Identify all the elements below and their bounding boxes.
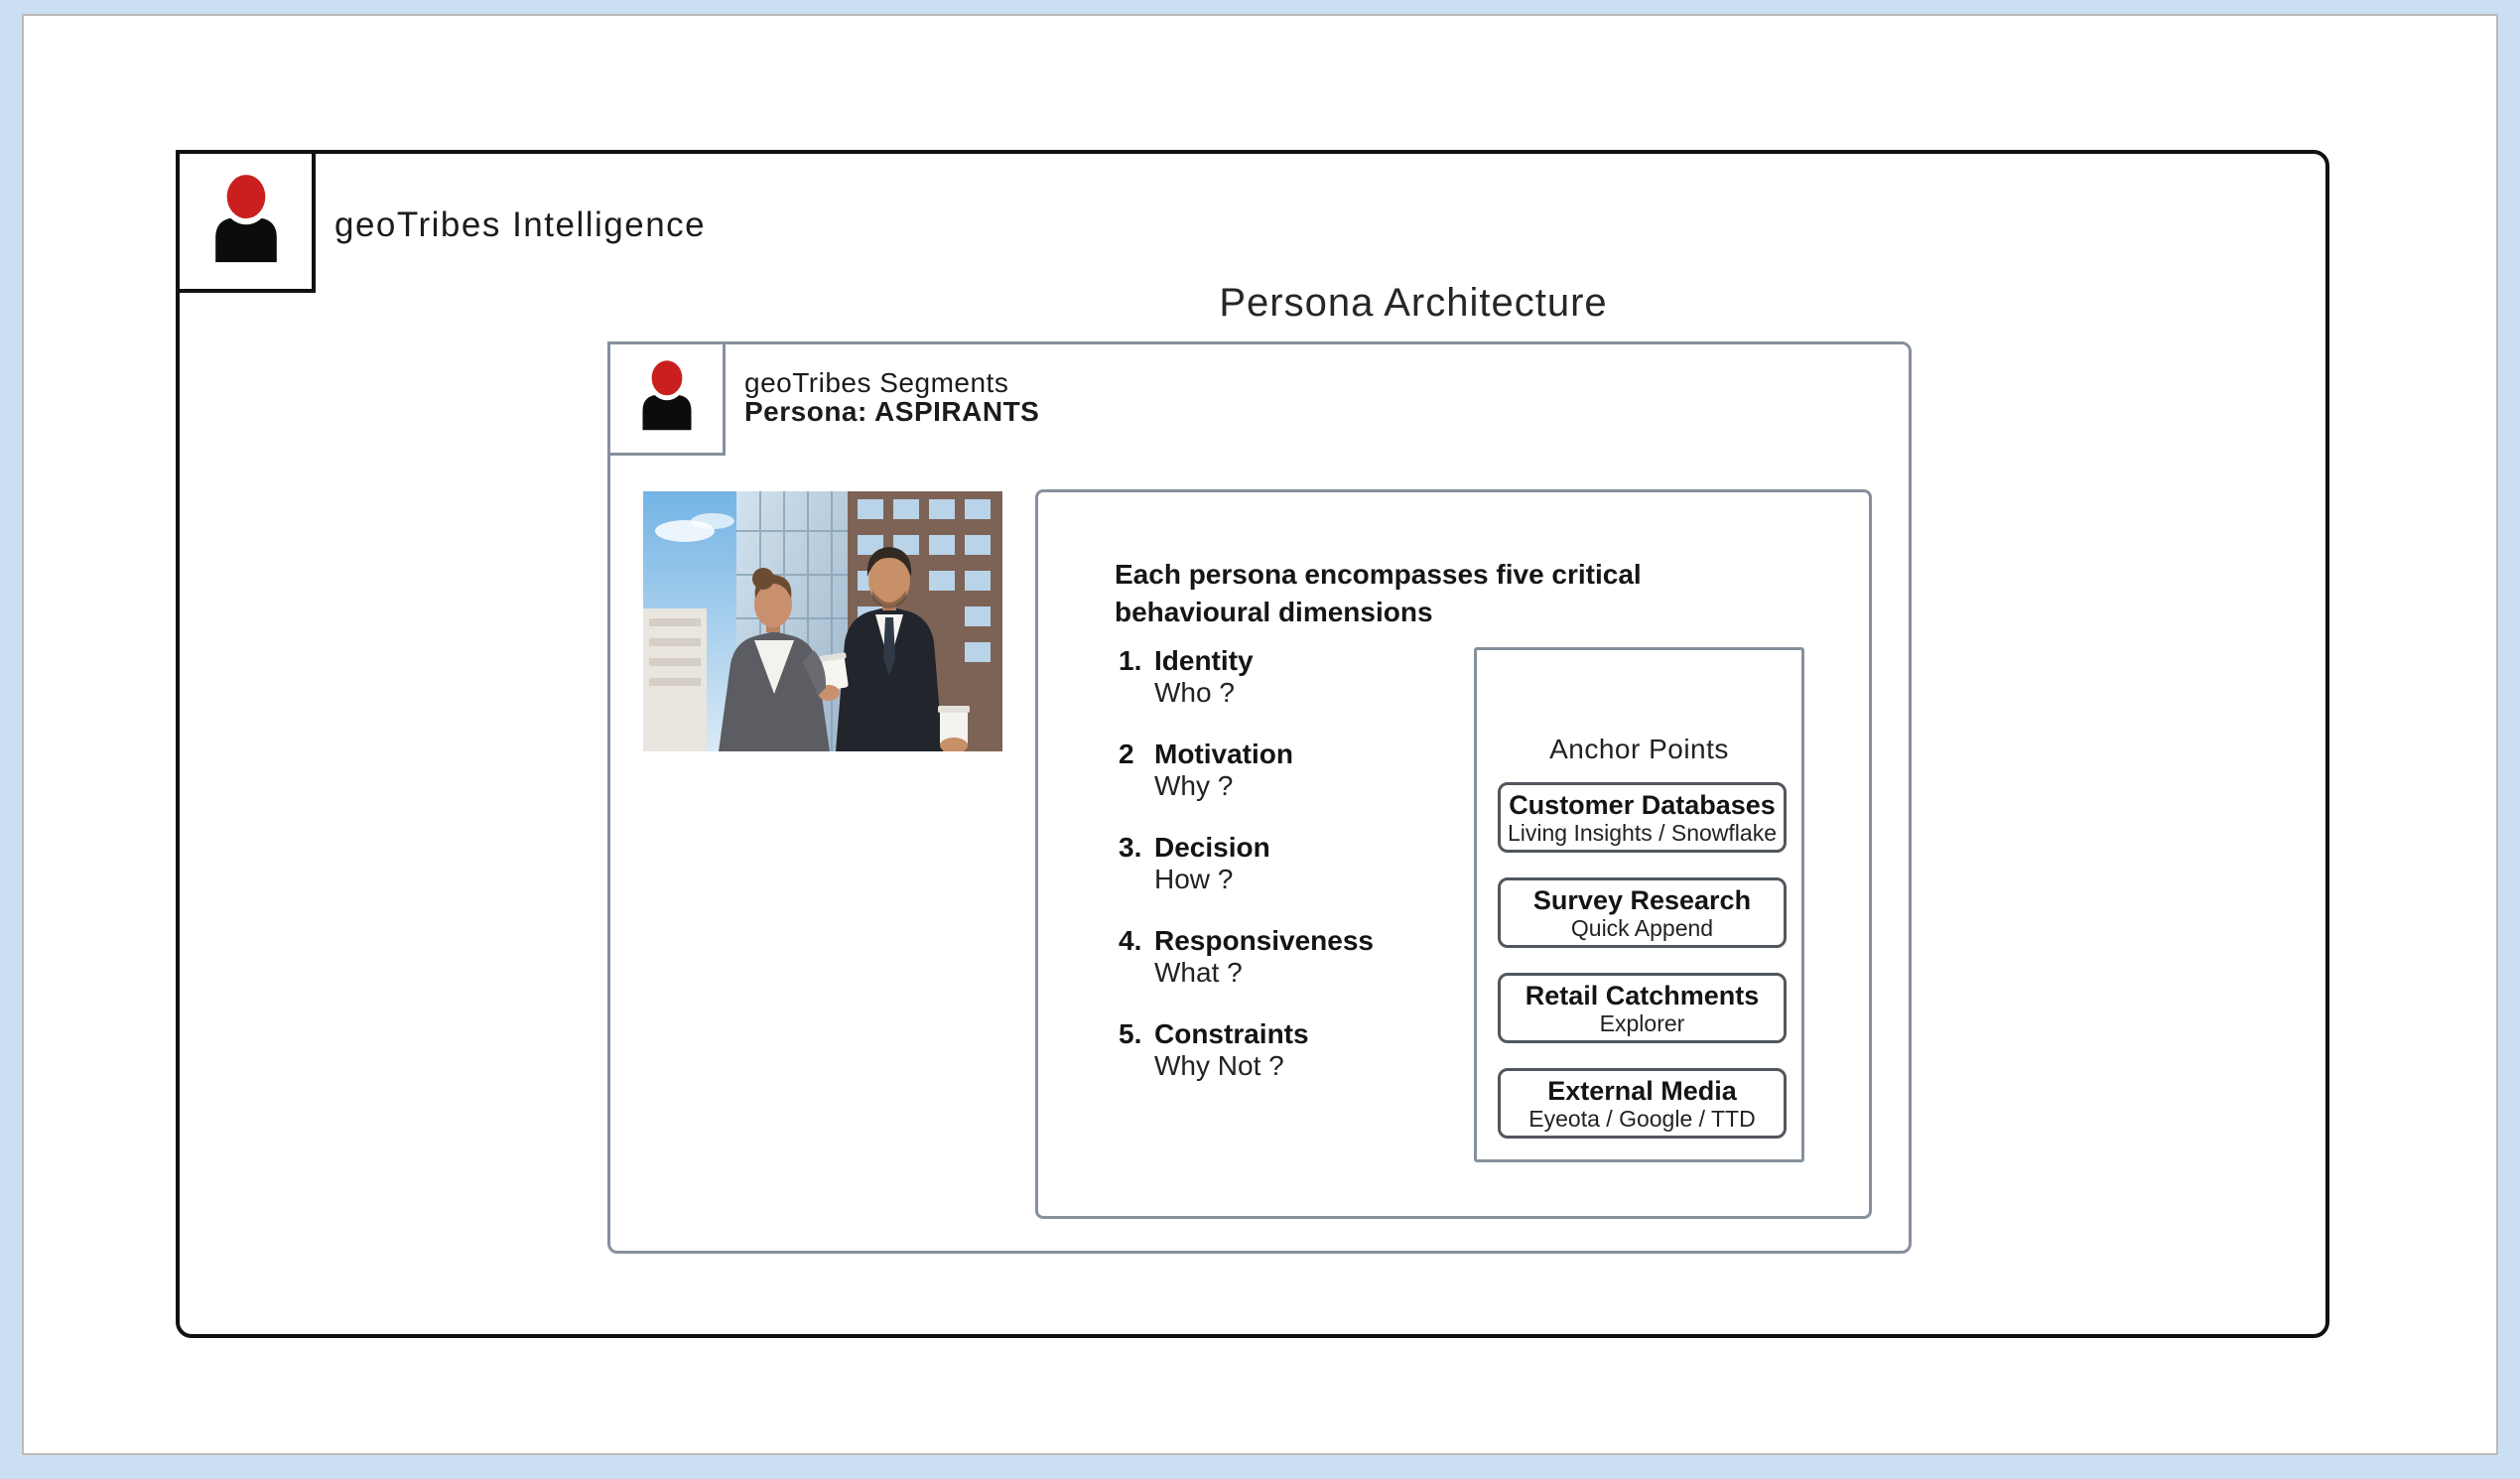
anchor-item-title: Customer Databases xyxy=(1509,790,1776,820)
dimension-number: 4. xyxy=(1119,925,1142,956)
persona-card-header xyxy=(744,368,1039,426)
dimensions-heading-line2: behavioural dimensions xyxy=(1115,597,1433,627)
dimension-number: 3. xyxy=(1119,832,1142,863)
persona-name-label: Persona: ASPIRANTS xyxy=(744,396,1040,427)
dimension-question: Why ? xyxy=(1154,770,1234,801)
persona-photo xyxy=(643,491,1002,751)
dimension-label: Decision xyxy=(1154,832,1270,863)
anchor-item-title: External Media xyxy=(1547,1076,1737,1106)
dimension-item-responsiveness xyxy=(1119,926,1374,988)
dimension-label: Responsiveness xyxy=(1154,925,1374,956)
anchor-item-customer-databases xyxy=(1498,782,1787,853)
dimensions-heading xyxy=(1115,556,1642,631)
dimension-question: Why Not ? xyxy=(1154,1050,1284,1081)
brand-name: geoTribes Intelligence xyxy=(334,205,707,244)
segments-label: geoTribes Segments xyxy=(744,367,1009,398)
dimension-question: Who ? xyxy=(1154,677,1235,708)
person-icon xyxy=(202,170,290,274)
dimension-item-motivation xyxy=(1119,740,1374,801)
persona-card-logo-box xyxy=(607,341,726,456)
dimensions-list xyxy=(1119,646,1374,1113)
anchor-item-survey-research xyxy=(1498,877,1787,948)
anchor-points-box xyxy=(1474,647,1804,1162)
dimension-label: Identity xyxy=(1154,645,1254,676)
dimension-number: 2 xyxy=(1119,739,1134,769)
anchor-item-external-media xyxy=(1498,1068,1787,1139)
page-title: Persona Architecture xyxy=(1219,281,1608,325)
dimensions-heading-line1: Each persona encompasses five critical xyxy=(1115,559,1642,590)
dimension-number: 1. xyxy=(1119,645,1142,676)
person-icon xyxy=(632,356,702,441)
dimension-question: How ? xyxy=(1154,864,1234,894)
dimension-question: What ? xyxy=(1154,957,1243,988)
anchor-item-title: Survey Research xyxy=(1532,885,1752,915)
anchor-item-title: Retail Catchments xyxy=(1525,981,1760,1010)
dimension-item-decision xyxy=(1119,833,1374,894)
anchor-item-subtitle: Eyeota / Google / TTD xyxy=(1528,1106,1756,1132)
anchor-item-retail-catchments xyxy=(1498,973,1787,1043)
dimension-label: Constraints xyxy=(1154,1018,1309,1049)
anchor-item-subtitle: Living Insights / Snowflake xyxy=(1507,820,1778,846)
anchor-points-title: Anchor Points xyxy=(1549,734,1729,764)
dimension-number: 5. xyxy=(1119,1018,1142,1049)
brand-logo-box xyxy=(176,150,316,293)
dimension-item-constraints xyxy=(1119,1019,1374,1081)
dimension-label: Motivation xyxy=(1154,739,1293,769)
dimension-item-identity xyxy=(1119,646,1374,708)
anchor-item-subtitle: Explorer xyxy=(1599,1010,1685,1036)
anchor-item-subtitle: Quick Append xyxy=(1570,915,1714,941)
anchor-points-list xyxy=(1498,782,1787,1163)
